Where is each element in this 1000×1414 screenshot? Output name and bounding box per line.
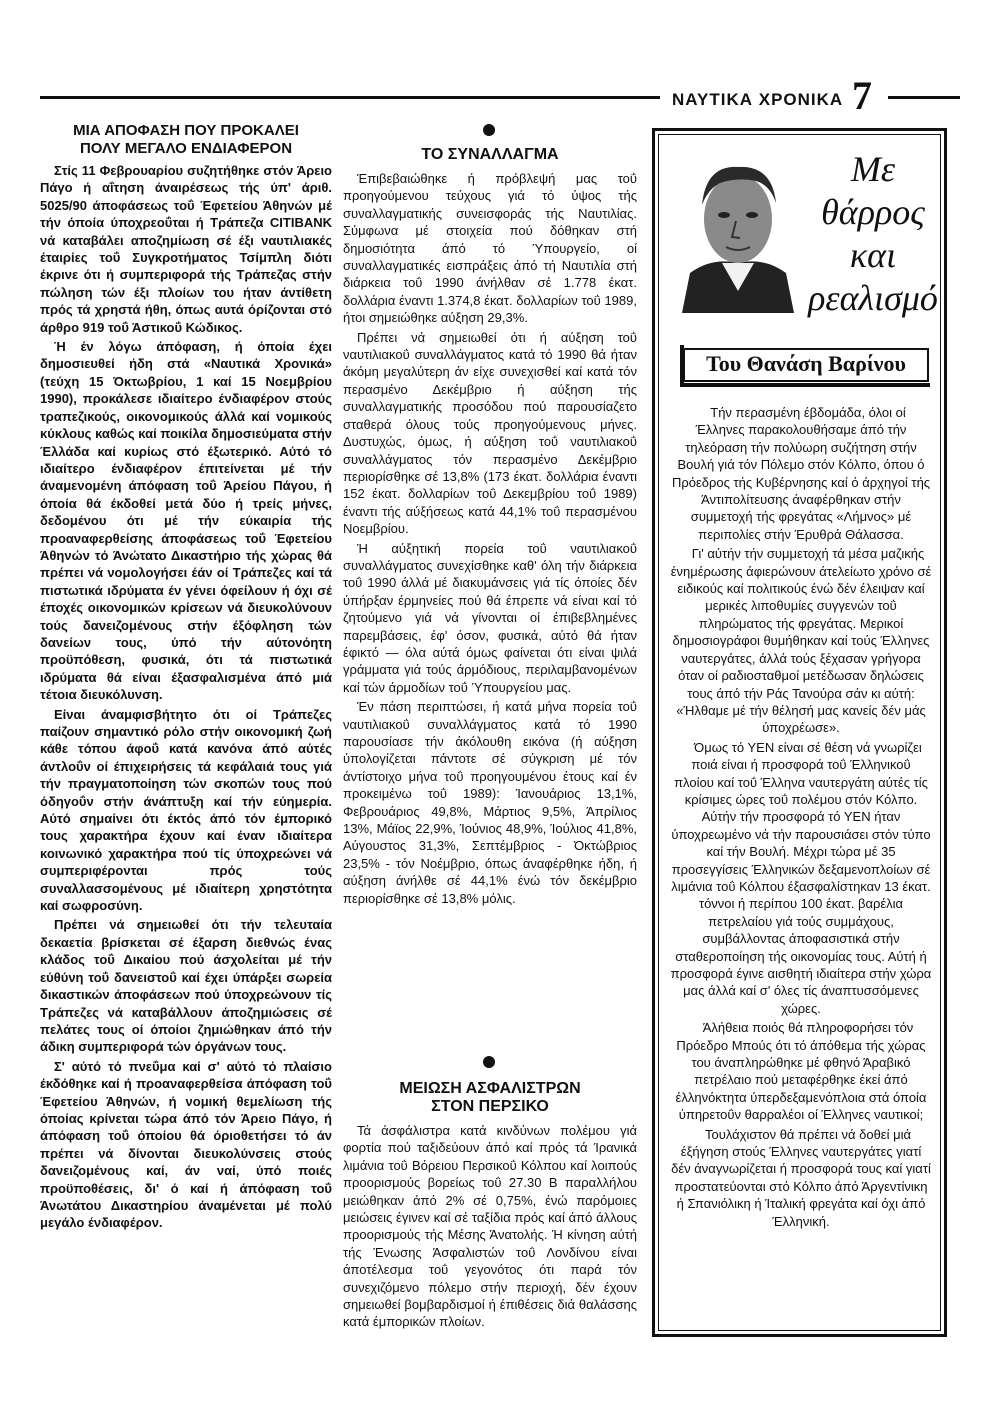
article-column-1 <box>40 122 332 1234</box>
column-title-line: Με <box>850 149 896 189</box>
article2-title: ΤΟ ΣΥΝΑΛΛΑΓΜΑ <box>421 146 559 163</box>
article1-paragraph: Είναι άναμφισβήτητο ότι οί Τράπεζες παίζουν σημαντικό ρόλο στήν οικονομική ζωή κάθε τόπου άφοΰ κατά κανόνα άπό αύτές άντλοΰν οί έπιχειρήσεις τά κεφάλαιά τους γιά τήν πραγματοποίηση τών σκοπών τους πού όδηγοΰν στήν άνάπτυξη καί τήν εύημερία. Αύτό σημαίνει ότι έκτός άπό τόν έμπορικό τους χαρακτήρα έχουν καί έναν ιδιαίτερα κοινωνικό χαρακτήρα πού τίς ύποχρεώνει νά συμπεριφέρονται πρός τούς συναλλασσομένους μέ ιδιαίτερη χρηστότητα καί σωφροσύνη. <box>40 706 332 914</box>
column-paragraph: Άλήθεια ποιός θά πληροφορήσει τόν Πρόεδρο Μπούς ότι τό άπόθεμα τής χώρας του άναπληρώθηκε μέ φθηνό Άραβικό πετρέλαιο πού μεταφέρθηκε έκεί άπό έλληνόκτητα ύπερδεξαμενόπλοια στά όποία ύπηρετοΰν θαρραλέοι οί Έλληνες ναυτικοί; <box>675 1020 927 1123</box>
column-paragraph: Τήν περασμένη έβδομάδα, όλοι οί Έλληνες παρακολουθήσαμε άπό τήν τηλεόραση τήν πολύωρη συζήτηση στήν Βουλή γιά τόν Πόλεμο στόν Κόλπο, όπου ό Πρόεδρος τής Κυβέρνησης καί ό άρχηγοί τής Άντιπολίτευσης άναφέρθηκαν στήν συμμετοχή τής φρεγάτας «Λήμνος» μέ περιπολίες στήν Έρυθρά Θάλασσα. <box>671 405 931 542</box>
top-rule-right <box>888 96 960 99</box>
opinion-column-body <box>670 404 932 1232</box>
column-title <box>808 148 938 320</box>
column-title-line: θάρρος <box>821 192 925 232</box>
column-byline: Του Θανάση Βαρίνου <box>683 348 929 382</box>
article3-body <box>343 1122 637 1331</box>
article2-paragraph: Έπιβεβαιώθηκε ή πρόβλεψή μας τοΰ προηγούμενου τεύχους γιά τό ύψος τής συναλλαγματικής συνεισφοράς τής Ναυτιλίας. Σύμφωνα μέ στοιχεία πού δόθηκαν στή δημοσιότητα άπό τό Ύπουργείο, οί συναλλαγματικές εισπράξεις άπό τή Ναυτιλία στή διάρκεια τοΰ 1990 άνήλθαν σέ 1.778 έκατ. δολλάρια έναντι 1.374,8 έκατ. δολλαρίων τοΰ 1989, ήτοι σημειώθηκε αύξηση 29,3%. <box>343 171 637 326</box>
article2-body <box>343 170 637 907</box>
article1-paragraph: Σ' αύτό τό πνεΰμα καί σ' αύτό τό πλαίσιο έκδόθηκε καί ή προαναφερθείσα άπόφαση τοΰ Έφετείου Άθηνών, ή νομική θεμελίωση τής όποίας κρίνεται τώρα άπό τόν Άρειο Πάγο, ή άπόφαση τοΰ όποίου θά όριοθετήσει τό άν πρέπει νά δίνονται διευκολύνσεις στούς δανειζομένους καί, άν ναί, ύπό ποιές προϋποθέσεις, δι' ό καί ή άπόφαση τοΰ Άνωτάτου Δικαστηρίου άναμένεται μέ πολύ μεγάλο ένδιαφέρον. <box>40 1058 332 1231</box>
article-column-2 <box>343 146 637 909</box>
article3-title: ΜΕΙΩΣΗ ΑΣΦΑΛΙΣΤΡΩΝ ΣΤΟΝ ΠΕΡΣΙΚΟ <box>399 1080 581 1115</box>
section-bullet-icon <box>483 1056 495 1068</box>
column-paragraph: Όμως τό ΥΕΝ είναι σέ θέση νά γνωρίζει ποιά είναι ή προσφορά τοΰ Έλληνικοΰ πλοίου καί τοΰ Έλληνα ναυτεργάτη αύτές τίς κρίσιμες ώρες τοΰ πολέμου στόν Κόλπο. Αύτήν τήν προσφορά τό ΥΕΝ ήταν ύποχρεωμένο νά τήν παρουσιάσει στόν τύπο καί τήν Βουλή. Μέχρι τώρα μέ 35 προσεγγίσεις Έλληνικών δεξαμενοπλοίων σέ λιμάνια τοΰ Κόλπου έξασφαλίστηκαν 13 έκατ. τόννοι ή περίπου 100 έκατ. βαρέλια πετρελαίου γιά τούς συμμάχους, συμβάλλοντας άποφασιστικά στήν σταθεροποίηση τής οικονομίας τους. Αύτή ή προσφορά έγινε αισθητή ιδιαίτερα στήν χώρα μας άλλά καί σ' όλες τίς άναπτυσσόμενες χώρες. <box>670 739 932 1016</box>
article2-paragraph: Πρέπει νά σημειωθεί ότι ή αύξηση τοΰ ναυτιλιακοΰ συναλλάγματος κατά τό 1990 θά ήταν άκόμη μεγαλύτερη άν είχε συνεχισθεί καί κατά τόν περασμένο Δεκέμβριο ή αύξηση τής συναλλαγματικής προσόδου πού παρουσίαζετο σταθερά όλους τούς προηγούμενους μήνες. Δυστυχώς, όμως, ή αύξηση τοΰ ναυτιλιακοΰ συναλλάγματος τόν περασμένο Δεκέμβριο περιορίσθηκε σέ 13,8% (173 έκατ. δολλάρια έναντι 152 έκατ. δολλαρίων τοΰ Δεκεμβρίου τοΰ 1989) έναντι τής αύξήσεως κατά 44,1% τοΰ περασμένου Νοεμβρίου. <box>343 329 637 537</box>
article1-paragraph: Πρέπει νά σημειωθεί ότι τήν τελευταία δεκαετία βρίσκεται σέ έξαρση διεθνώς ένας κλάδος τοΰ Δικαίου πού άσχολείται μέ τήν εύθύνη τοΰ δανειστοΰ καί έχει ύπάρξει σωρεία δικαστικών άποφάσεων πού ύποχρεώνουν τίς Τράπεζες νά καταβάλλουν άποζημιώσεις σέ πελάτες τους οί όποίοι ζημιώθηκαν άπό τήν άδικη συμπεριφορά τών όργάνων τους. <box>40 917 332 1055</box>
column-title-line: και <box>849 235 897 275</box>
article1-title: ΜΙΑ ΑΠΟΦΑΣΗ ΠΟΥ ΠΡΟΚΑΛΕΙ ΠΟΛΥ ΜΕΓΑΛΟ ΕΝΔΙΑΦΕΡΟΝ <box>73 122 299 157</box>
article1-body <box>40 162 332 1232</box>
masthead-title: ΝΑΥΤΙΚΑ ΧΡΟΝΙΚΑ <box>672 90 844 109</box>
column-title-line: ρεαλισμό <box>808 278 938 318</box>
article-column-2b <box>343 1080 637 1333</box>
article2-paragraph: Έν πάση περιπτώσει, ή κατά μήνα πορεία τοΰ ναυτιλιακοΰ συναλλάγματος κατά τό 1990 παρουσίασε τήν άκόλουθη εικόνα (ή αύξηση ύπολογίζεται πάντοτε σέ σύγκριση μέ τόν άντίστοιχο μήνα τοΰ προηγουμένου έτους καί έν προκειμένω τοΰ 1989): Ίανουάριος 13,1%, Φεβρουάριος 49,8%, Μάρτιος 9,5%, Άπρίλιος 13%, Μάϊος 22,9%, Ίούνιος 48,9%, Ίούλιος 41,8%, Αύγουστος 31,3%, Σεπτέμβριος - Όκτώβριος 23,5% - τόν Νοέμβριο, όπως άναφέρθηκε ήδη, ή αύξηση άνήλθε σέ 44,1% ένώ τόν δεκέμβριο περιορίσθηκε σέ 13,8% μόλις. <box>343 699 637 906</box>
author-portrait-icon <box>672 145 804 313</box>
column-paragraph: Γι' αύτήν τήν συμμετοχή τά μέσα μαζικής ένημέρωσης άφιερώνουν άτελείωτο χρόνο σέ ειδικούς καί πολιτικούς ένώ δέν έλειψαν καί μερικές λιποθυμίες συγγενών τοΰ πληρώματος τής φρεγάτας. Μερικοί δημοσιογράφοι θυμήθηκαν καί τούς Έλληνες ναυτεργάτες, άλλά τούς ξέχασαν γρήγορα όταν οί ραδιοσταθμοί μετέδωσαν δηλώσεις τους άπό τήν Ράς Τανούρα σάν κι αύτή: «Ήλθαμε μέ τήν θέλησή μας κανείς δέν μάς ύποχρέωσε». <box>670 546 932 736</box>
article3-paragraph: Τά άσφάλιστρα κατά κινδύνων πολέμου γιά φορτία πού ταξιδεύουν άπό καί πρός τά Ίρανικά λιμάνια τοΰ Βόρειου Περσικοΰ Κόλπου καί λοιπούς προορισμούς βορείως τοΰ 27.30 Β παραλλήλου μειώθηκαν άπό 2% σέ 0,75%, ένώ παρόμοιες μειώσεις έγινεν καί σέ ταξίδια πρός καί άπό άλλους προορισμούς τής Μέσης Άνατολής. Ή κίνηση αύτή τής Ένωσης Άσφαλιστών τοΰ Λονδίνου είναι άποτέλεσμα τοΰ γεγονότος ότι παρά τόν συνεχιζόμενο πόλεμο στήν περιοχή, δέν έχουν σημειωθεί βομβαρδισμοί ή έπιθέσεις διά θαλάσσης κατά έμπορικών πλοίων. <box>343 1123 637 1330</box>
section-bullet-icon <box>483 124 495 136</box>
author-photo <box>672 145 804 313</box>
page-number: 7 <box>852 73 872 118</box>
column-paragraph: Τουλάχιστον θά πρέπει νά δοθεί μιά έξήγηση στούς Έλληνες ναυτεργάτες γιατί δέν άναγνωρίζεται ή προσφορά τους καί γιατί προστατεύονται στό Κόλπο άπό Άργεντίνικη ή Σπανιόλικη ή Ίταλική φρεγάτα καί όχι άπό Έλληνική. <box>671 1126 931 1229</box>
article2-paragraph: Ή αύξητική πορεία τοΰ ναυτιλιακοΰ συναλλάγματος συνεχίσθηκε καθ' όλη τήν διάρκεια τοΰ 1990 άλλά μέ διακυμάνσεις γιά τίς όποίες δέν ύπήρξαν έρμηνείες πού θά έπρεπε νά είναι καί τό ζητούμενο γιά νά γίνονται οί έπιβεβλημένες παρεμβάσεις, έφ' όσον, φυσικά, αύτό θά ήταν έφικτό — όλα αύτά όμως φαίνεται ότι είναι ψιλά γράμματα γιά τούς άρμόδιους, περιλαμβανομένων καί τών άρμοδίων τοΰ Ύπουργείου μας. <box>343 540 637 695</box>
column-body <box>670 404 932 1230</box>
top-rule-left <box>40 96 660 99</box>
article1-paragraph: Στίς 11 Φεβρουαρίου συζητήθηκε στόν Άρειο Πάγο ή αΐτηση άναιρέσεως τής ύπ' άριθ. 5025/90 άποφάσεως τοΰ Έφετείου Άθηνών μέ τήν όποία ύποχρεοΰται ή Τράπεζα CITIBANK νά καταβάλει αποζημίωση σέ έξι ναυτιλιακές έταιρίες τοΰ Συγκροτήματος Τσίμπλη διότι έκρινε ότι ή συμπεριφορά τής Τράπεζας στήν πώληση τών έξι πλοίων του ήταν άντίθετη πρός τά χρηστά ήθη, όπως αυτά όρίζονται στό άρθρο 919 τοΰ Άστικοΰ Κώδικος. <box>40 163 332 335</box>
article1-paragraph: Ή έν λόγω άπόφαση, ή όποία έχει δημοσιευθεί ήδη στά «Ναυτικά Χρονικά» (τεύχη 15 Όκτωβρίου, 1 καί 15 Νοεμβρίου 1990), προκάλεσε ιδιαίτερο ένδιαφέρον στούς τραπεζικούς, οικονομικούς άλλά καί νομικούς κύκλους καθώς καί ποικίλα δημοσιεύματα στήν Έλλάδα καί κυρίως στό έξωτερικό. Αύτό τό ιδιαίτερο ένδιαφέρον έπιτείνεται μέ τήν άναμενομένη άπόφαση τοΰ Άρείου Πάγου, ή όποία θά έκδοθεί μετά δύο ή τρείς μήνες, δεδομένου ότι μέ τήν εύκαιρία τής προαναφερθείσης άποφάσεως τοΰ Έφετείου Άθηνών τό Άνώτατο Δικαστήριο τής χώρας θά πρέπει νά νομολογήσει έάν οί Τράπεζες καί τά πιστωτικά ιδρύματα έν γένει όφείλουν ή όχι σέ έποχές οικονομικών κρίσεων νά διευκολύνουν τούς δανειζομένους στήν έξόφληση τών δανείων τους, ύπό τήν αύτονόητη προϋπόθεση, φυσικά, ότι τά πιστωτικά ιδρύματα θά είναι έξασφαλισμένα άπό μιά τέτοια διευκόλυνση. <box>40 339 332 703</box>
